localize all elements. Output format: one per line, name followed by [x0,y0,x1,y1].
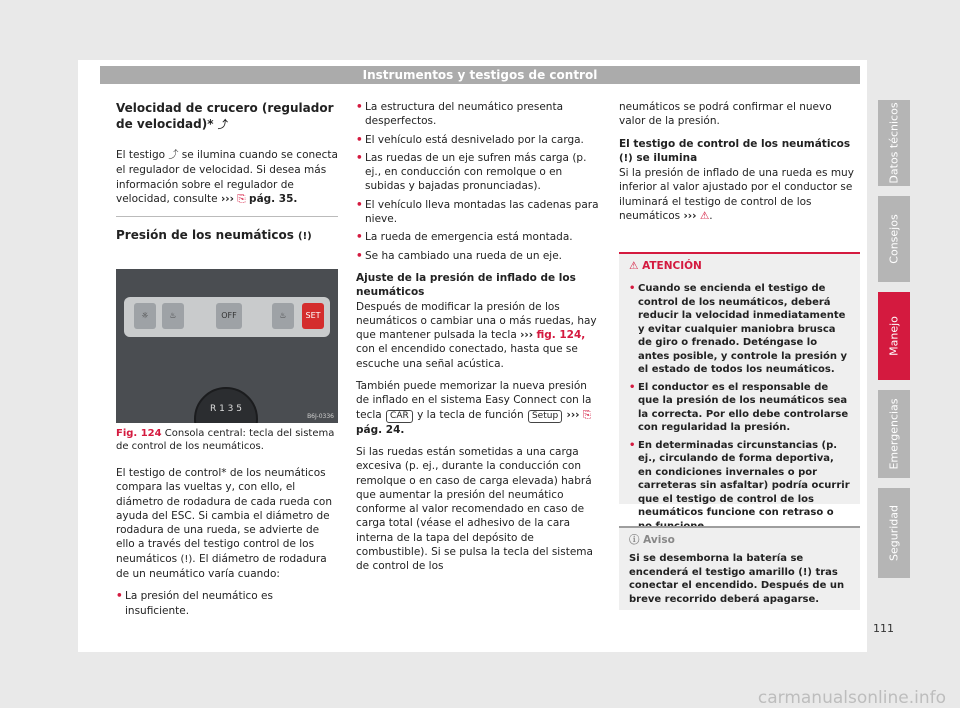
seat-heater-button: ♨ [162,303,184,329]
warning-icon: ⚠ [699,210,710,223]
setup-key: Setup [528,410,562,423]
figure-console [116,269,338,423]
tab-manejo[interactable]: Manejo [878,292,910,380]
car-key: CAR [386,410,413,423]
paragraph-adjust: Después de modificar la presión de los neumáticos o cambiar una o más ruedas, hay que mantener pulsada la tecla ››› fig. 124, con el encendido conectado, hasta que se escuche una señal acústica. [356,300,597,370]
seat-heater-button: ♨ [272,303,294,329]
list-item: • La estructura del neumático presenta desperfectos. [356,100,602,129]
tire-pressure-icon: (!) [798,566,812,578]
book-icon: ⎘ [582,408,592,421]
list-item: • En determinadas circunstancias (p. ej., circulando de forma deportiva, en condiciones invernales o por carreteras sin asfaltar) podría ocurrir que el testigo de control de los neumáticos funcione con retraso o [629,439,850,534]
note-box [619,526,860,610]
list-item: • Se ha cambiado una rueda de un eje. [356,249,602,263]
tire-pressure-icon: (!) [180,553,193,565]
paragraph-memorize: También puede memorizar la nueva presión de inflado en el sistema Easy Connect con la tecla CAR y la tecla de función Setup ››› ⎘ pág. 24. [356,380,592,436]
paragraph-lamp: Si la presión de inflado de una rueda es muy inferior al valor ajustado por el conductor se iluminará el testigo de control de los neumáticos ››› ⚠. [619,167,854,223]
cruise-control-icon: ⤴ [168,150,179,161]
heading-adjust: Ajuste de la presión de inflado de los neumáticos [356,271,576,299]
list-item: • El conductor es el responsable de que la presión de los neumáticos sea la correcta. Por ello debe controlarse con regularidad la presión. [629,381,850,435]
heading-lamp: El testigo de control de los neumáticos (!) se ilumina [619,137,860,167]
tire-pressure-icon: (!) [619,152,633,164]
column-1-lower [116,466,338,622]
console-panel [124,297,330,337]
page-number: 111 [873,622,894,635]
list-item: • El vehículo está desnivelado por la carga. [356,133,602,147]
tab-consejos[interactable]: Consejos [878,196,910,282]
heading-cruise: Velocidad de crucero (regulador de velocidad)* ⤴ [116,100,338,134]
column-3 [619,100,860,231]
column-2 [356,100,602,582]
heading-pressure: Presión de los neumáticos (!) [116,227,338,245]
divider [116,216,338,217]
esc-off-button: OFF [216,303,242,329]
figure-code: B6J-0336 [307,413,334,420]
warning-header: ⚠ ATENCIÓN [619,252,860,278]
tab-datos-tecnicos[interactable]: Datos técnicos [878,100,910,186]
tire-set-button: SET [302,303,324,329]
warning-body [619,278,860,533]
warning-icon: ⚠ [629,260,639,272]
info-icon: ⓘ [629,534,640,546]
gear-knob: R 1 3 5 [194,387,258,423]
warning-box [619,252,860,518]
book-icon: ⎘ [237,192,246,205]
cross-reference-link[interactable]: pág. 35. [249,192,298,205]
note-header: ⓘ Aviso [619,526,860,552]
list-item: • La rueda de emergencia está montada. [356,230,602,244]
tab-seguridad[interactable]: Seguridad [878,488,910,578]
paragraph-continued: neumáticos se podrá confirmar el nuevo valor de la presión. [619,101,832,128]
watermark: carmanualsonline.info [757,688,946,708]
list-item: • Las ruedas de un eje sufren más carga (p. ej., en conducción con remolque o en subidas y bajadas pronunciadas). [356,151,602,194]
column-1 [116,100,338,259]
cross-reference-link[interactable]: pág. 24. [356,423,405,436]
tab-emergencias[interactable]: Emergencias [878,390,910,478]
list-item: • Cuando se encienda el testigo de control de los neumáticos, deberá reducir la velocidad inmediatamente y evitar cualquier maniobra brusca de giro o frenado. Deténgase lo antes posible, y controle la presión y el estado de todos los neumáticos. [629,282,850,377]
note-body: Si se desemborna la batería se encenderá el testigo amarillo (!) tras conectar el encendido. Después de un breve recorrido deberá apagarse. [629,553,845,605]
tire-pressure-icon: (!) [298,231,312,243]
list-item: • El vehículo lleva montadas las cadenas para nieve. [356,198,602,227]
paragraph-cruise: El testigo ⤴ se ilumina cuando se conecta el regulador de velocidad. Si desea más información sobre el regulador de velocidad, consulte ››› ⎘ pág. 35. [116,149,338,205]
figure-caption: Fig. 124 Consola central: tecla del sistema de control de los neumáticos. [116,428,335,452]
paragraph-pressure: El testigo de control* de los neumáticos compara las vueltas y, con ello, el diámetro de rodadura de cada rueda con ayuda del ESC. Si cambia el diámetro de rodadura de una rueda, se advierte de ello a través del testigo control de los neumáticos (!). El diámetro de rodadura de un neumático varía cuando: [116,467,332,581]
cruise-control-icon: ⤴ [217,120,228,131]
header-title: Instrumentos y testigos de control [100,66,860,84]
paragraph-load: Si las ruedas están sometidas a una carga excesiva (p. ej., durante la conducción con remolque o en caso de carga elevada) habrá que aumentar la presión del neumático conforme al valor recomendado en caso de carga total (véase el adhesivo de la cara interna de la tapa del depósito de combustible). Si se pulsa la tecla del sistema de control de los [356,445,593,573]
figure-reference-link[interactable]: fig. 124, [536,329,586,342]
console-button: ☼ [134,303,156,329]
list-item: • La presión del neumático es insuficiente. [116,589,338,618]
